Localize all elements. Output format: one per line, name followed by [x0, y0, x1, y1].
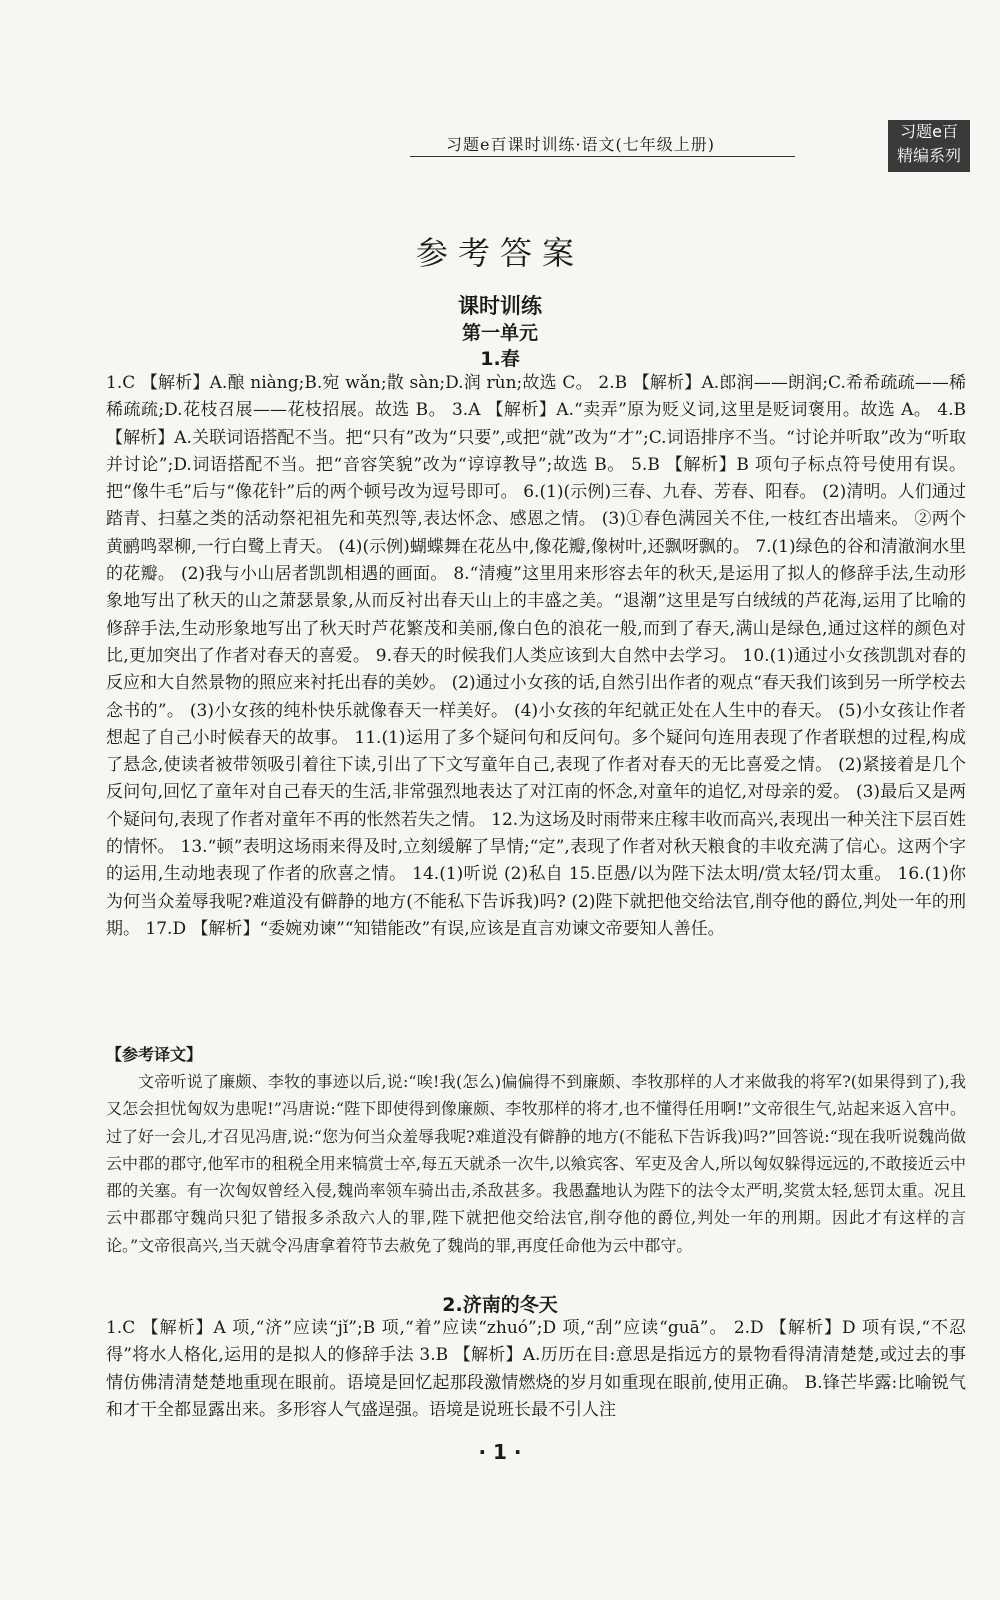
- lesson-title: 1.春: [480, 348, 520, 370]
- page-header: [410, 122, 970, 168]
- section-heading: 课时训练: [458, 294, 542, 318]
- header-rule: [410, 156, 795, 157]
- unit-heading: 第一单元: [461, 322, 538, 344]
- page-number: · 1 ·: [478, 1440, 522, 1464]
- main-title: 参考答案: [415, 234, 584, 272]
- answer-block: 1.C 【解析】A 项,“济”应读“jǐ”;B 项,“着”应读“zhuó”;D 项,“刮”应读“guā”。 2.D 【解析】D 项有误,“不忍得”将水人格化,运用的是拟人的修辞手法 3.B 【解析】A.历历在目:意思是指远方的景物看得清清楚楚,或过去的事情仿佛清清楚楚地重现在眼前。语境是回忆起那段激情燃烧的岁月如重现在眼前,使用正确。 B.锋芒毕露:比喻锐气和才干全都显露出来。多形容人气盛逞强。语境是说班长最不引人注: [106, 1318, 966, 1420]
- answer-block: 1.C 【解析】A.酿 niàng;B.宛 wǎn;散 sàn;D.润 rùn;故选 C。 2.B 【解析】A.郎润——朗润;C.希希疏疏——稀稀疏疏;D.花枝召展——花枝招展。故选 B。 3.A 【解析】A.“卖弄”原为贬义词,这里是贬词褒用。故选 A。 4.B 【解析】A.关联词语搭配不当。把“只有”改为“只要”,或把“就”改为“才”;C.词语排序不当。“讨论并听取”改为“听取并讨论”;D.词语搭配不当。把“音容笑貌”改为“谆谆教导”;故选 B。 5.B 【解析】B 项句子标点符号使用有误。把“像牛毛”后与“像花针”后的两个顿号改为逗号即可。 6.(1)(示例)三春、九春、芳春、阳春。 (2)清明。人们通过踏青、扫墓之类的活动祭祀祖先和英烈等,表达怀念、感恩之情。 (3)①春色满园关不住,一枝红杏出墙来。 ②两个黄鹂鸣翠柳,一行白鹭上青天。 (4)(示例)蝴蝶舞在花丛中,像花瓣,像树叶,还飘呀飘的。 7.(1)绿色的谷和清澈涧水里的花瓣。 (2)我与小山居者凯凯相遇的画面。 8.“清瘦”这里用来形容去年的秋天,是运用了拟人的修辞手法,生动形象地写出了秋天的山之萧瑟景象,从而反衬出春天山上的丰盛之美。“退潮”这里是写白绒绒的芦花海,运用了比喻的修辞手法,生动形象地写出了秋天时芦花繁茂和美丽,像白色的浪花一般,而到了春天,满山是绿色,通过这样的颜色对比,更加突出了作者对春天的喜爱。 9.春天的时候我们人类应该到大自然中去学习。 10.(1)通过小女孩凯凯对春的反应和大自然景物的照应来衬托出春的美妙。 (2)通过小女孩的话,自然引出作者的观点“春天我们该到另一所学校去念书的”。 (3)小女孩的纯朴快乐就像春天一样美好。 (4)小女孩的年纪就正处在人生中的春天。 (5)小女孩让作者想起了自己小时候春天的故事。 11.(1)运用了多个疑问句和反问句。多个疑问句连用表现了作者联想的过程,构成了悬念,使读者被带领吸引着往下读,引出了下文写童年自己,表现了作者对春天的无比喜爱之情。 (2)紧接着是几个反问句,回忆了童年对自己春天的生活,非常强烈地表达了对江南的怀念,对童年的追忆,对母亲的爱。 (3)最后又是两个疑问句,表现了作者对童年不再的怅然若失之情。 12.为这场及时雨带来庄稼丰收而高兴,表现出一种关注下层百姓的情怀。 13.“顿”表明这场雨来得及时,立刻缓解了旱情;“定”,表现了作者对秋天粮食的丰收充满了信心。这两个字的运用,生动地表现了作者的欣喜之情。 14.(1)听说 (2)私自 15.臣愚/以为陛下法太明/赏太轻/罚太重。 16.(1)你为何当众羞辱我呢?难道没有僻静的地方(不能私下告诉我)吗? (2)陛下就把他交给法官,削夺他的爵位,判处一年的刑期。 17.D 【解析】“委婉劝谏”“知错能改”有误,应该是直言劝谏文帝要知人善任。: [106, 373, 966, 939]
- book-title: 习题e百课时训练·语文(七年级上册): [446, 135, 716, 154]
- translation-text: 文帝听说了廉颇、李牧的事迹以后,说:“唉!我(怎么)偏偏得不到廉颇、李牧那样的人才来做我的将军?(如果得到了),我又怎会担忧匈奴为患呢!”冯唐说:“陛下即使得到像廉颇、李牧那样的将才,也不懂得任用啊!”文帝很生气,站起来返入宫中。过了好一会儿,才召见冯唐,说:“您为何当众羞辱我呢?难道没有僻静的地方(不能私下告诉我)吗?”回答说:“现在我听说魏尚做云中郡的郡守,他军市的租税全用来犒赏士卒,每五天就杀一次牛,以飨宾客、军吏及舍人,所以匈奴躲得远远的,不敢接近云中郡的关塞。有一次匈奴曾经入侵,魏尚率领车骑出击,杀敌甚多。我愚蠢地认为陛下的法令太严明,奖赏太轻,惩罚太重。况且云中郡郡守魏尚只犯了错报多杀敌六人的罪,陛下就把他交给法官,削夺他的爵位,判处一年的刑期。因此才有这样的言论。”文帝很高兴,当天就令冯唐拿着符节去赦免了魏尚的罪,再度任命他为云中郡守。: [106, 1072, 966, 1255]
- series-badge: [888, 120, 970, 172]
- series-badge-line1: 习题e百: [900, 122, 958, 141]
- series-badge-line2: 精编系列: [896, 146, 961, 165]
- lesson-title: 2.济南的冬天: [442, 1294, 558, 1316]
- translation-heading: 【参考译文】: [106, 1045, 203, 1064]
